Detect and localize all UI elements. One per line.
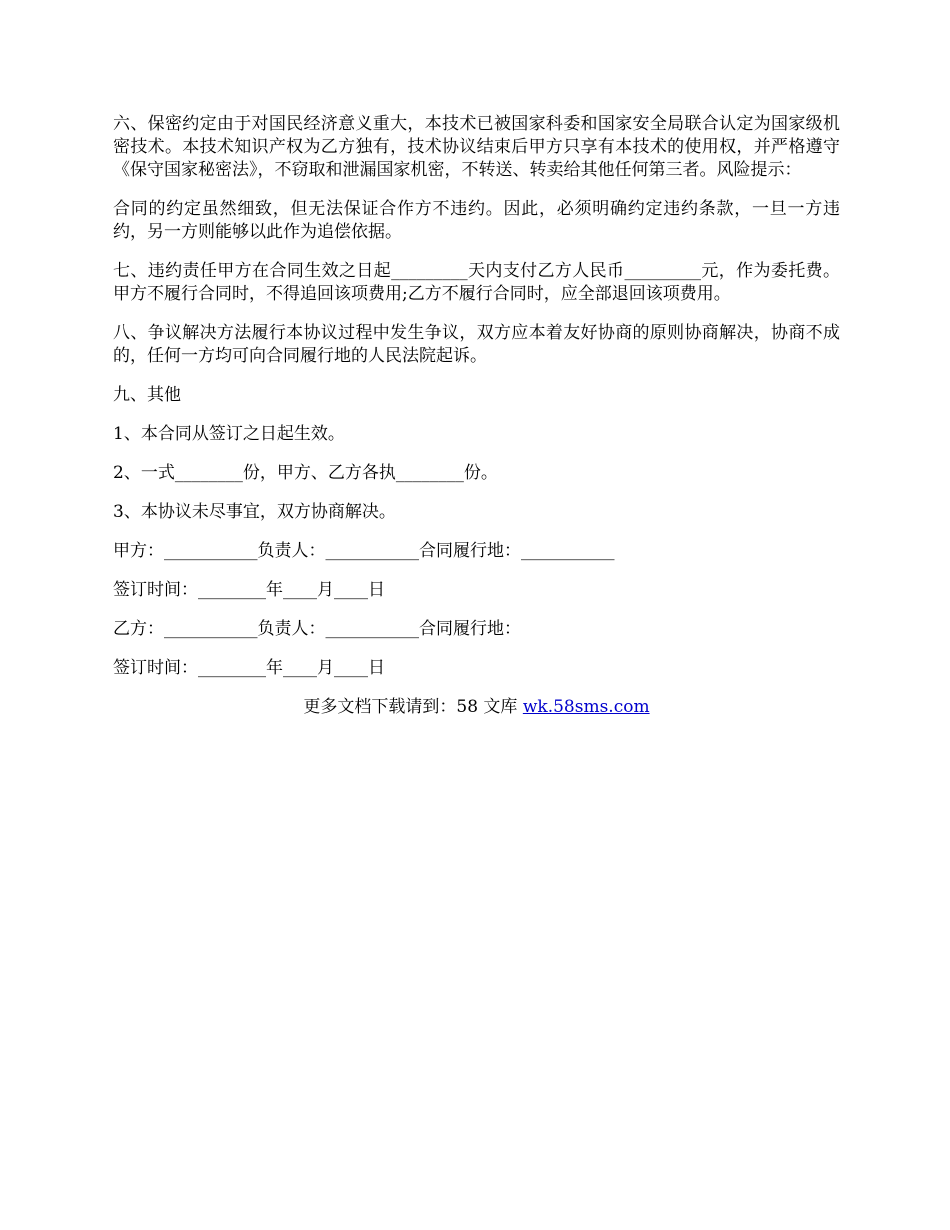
party-b-sign-date: 签订时间：________年____月____日 (113, 658, 385, 678)
risk-note: 合同的约定虽然细致，但无法保证合作方不违约。因此，必须明确约定违约条款，一旦一方违约，另一方则能够以此作为追偿依据。 (113, 199, 840, 242)
party-a-signature-line: 甲方：___________负责人：___________合同履行地：___________ (113, 541, 615, 561)
section-9-heading: 九、其他 (113, 385, 181, 405)
footer-download-note (113, 696, 840, 719)
clause-1: 1、本合同从签订之日起生效。 (113, 424, 345, 444)
section-7-liability: 七、违约责任甲方在合同生效之日起_________天内支付乙方人民币_________元，作为委托费。甲方不履行合同时，不得追回该项费用;乙方不履行合同时，应全部退回该项费用。 (113, 261, 840, 304)
section-6-confidentiality: 六、保密约定由于对国民经济意义重大，本技术已被国家科委和国家安全局联合认定为国家级机密技术。本技术知识产权为乙方独有，技术协议结束后甲方只享有本技术的使用权，并严格遵守《保守国家秘密法》，不窃取和泄漏国家机密，不转送、转卖给其他任何第三者。风险提示： (113, 114, 840, 180)
clause-3: 3、本协议未尽事宜，双方协商解决。 (113, 502, 396, 522)
clause-2: 2、一式________份，甲方、乙方各执________份。 (113, 463, 498, 483)
footer-prefix: 更多文档下载请到：58 文库 (303, 697, 523, 717)
party-a-sign-date: 签订时间：________年____月____日 (113, 580, 385, 600)
party-b-signature-line: 乙方：___________负责人：___________合同履行地： (113, 619, 521, 639)
footer-website-link[interactable]: wk.58sms.com (522, 697, 650, 717)
document-page (113, 113, 840, 719)
section-8-dispute: 八、争议解决方法履行本协议过程中发生争议，双方应本着友好协商的原则协商解决，协商不成的，任何一方均可向合同履行地的人民法院起诉。 (113, 323, 840, 366)
